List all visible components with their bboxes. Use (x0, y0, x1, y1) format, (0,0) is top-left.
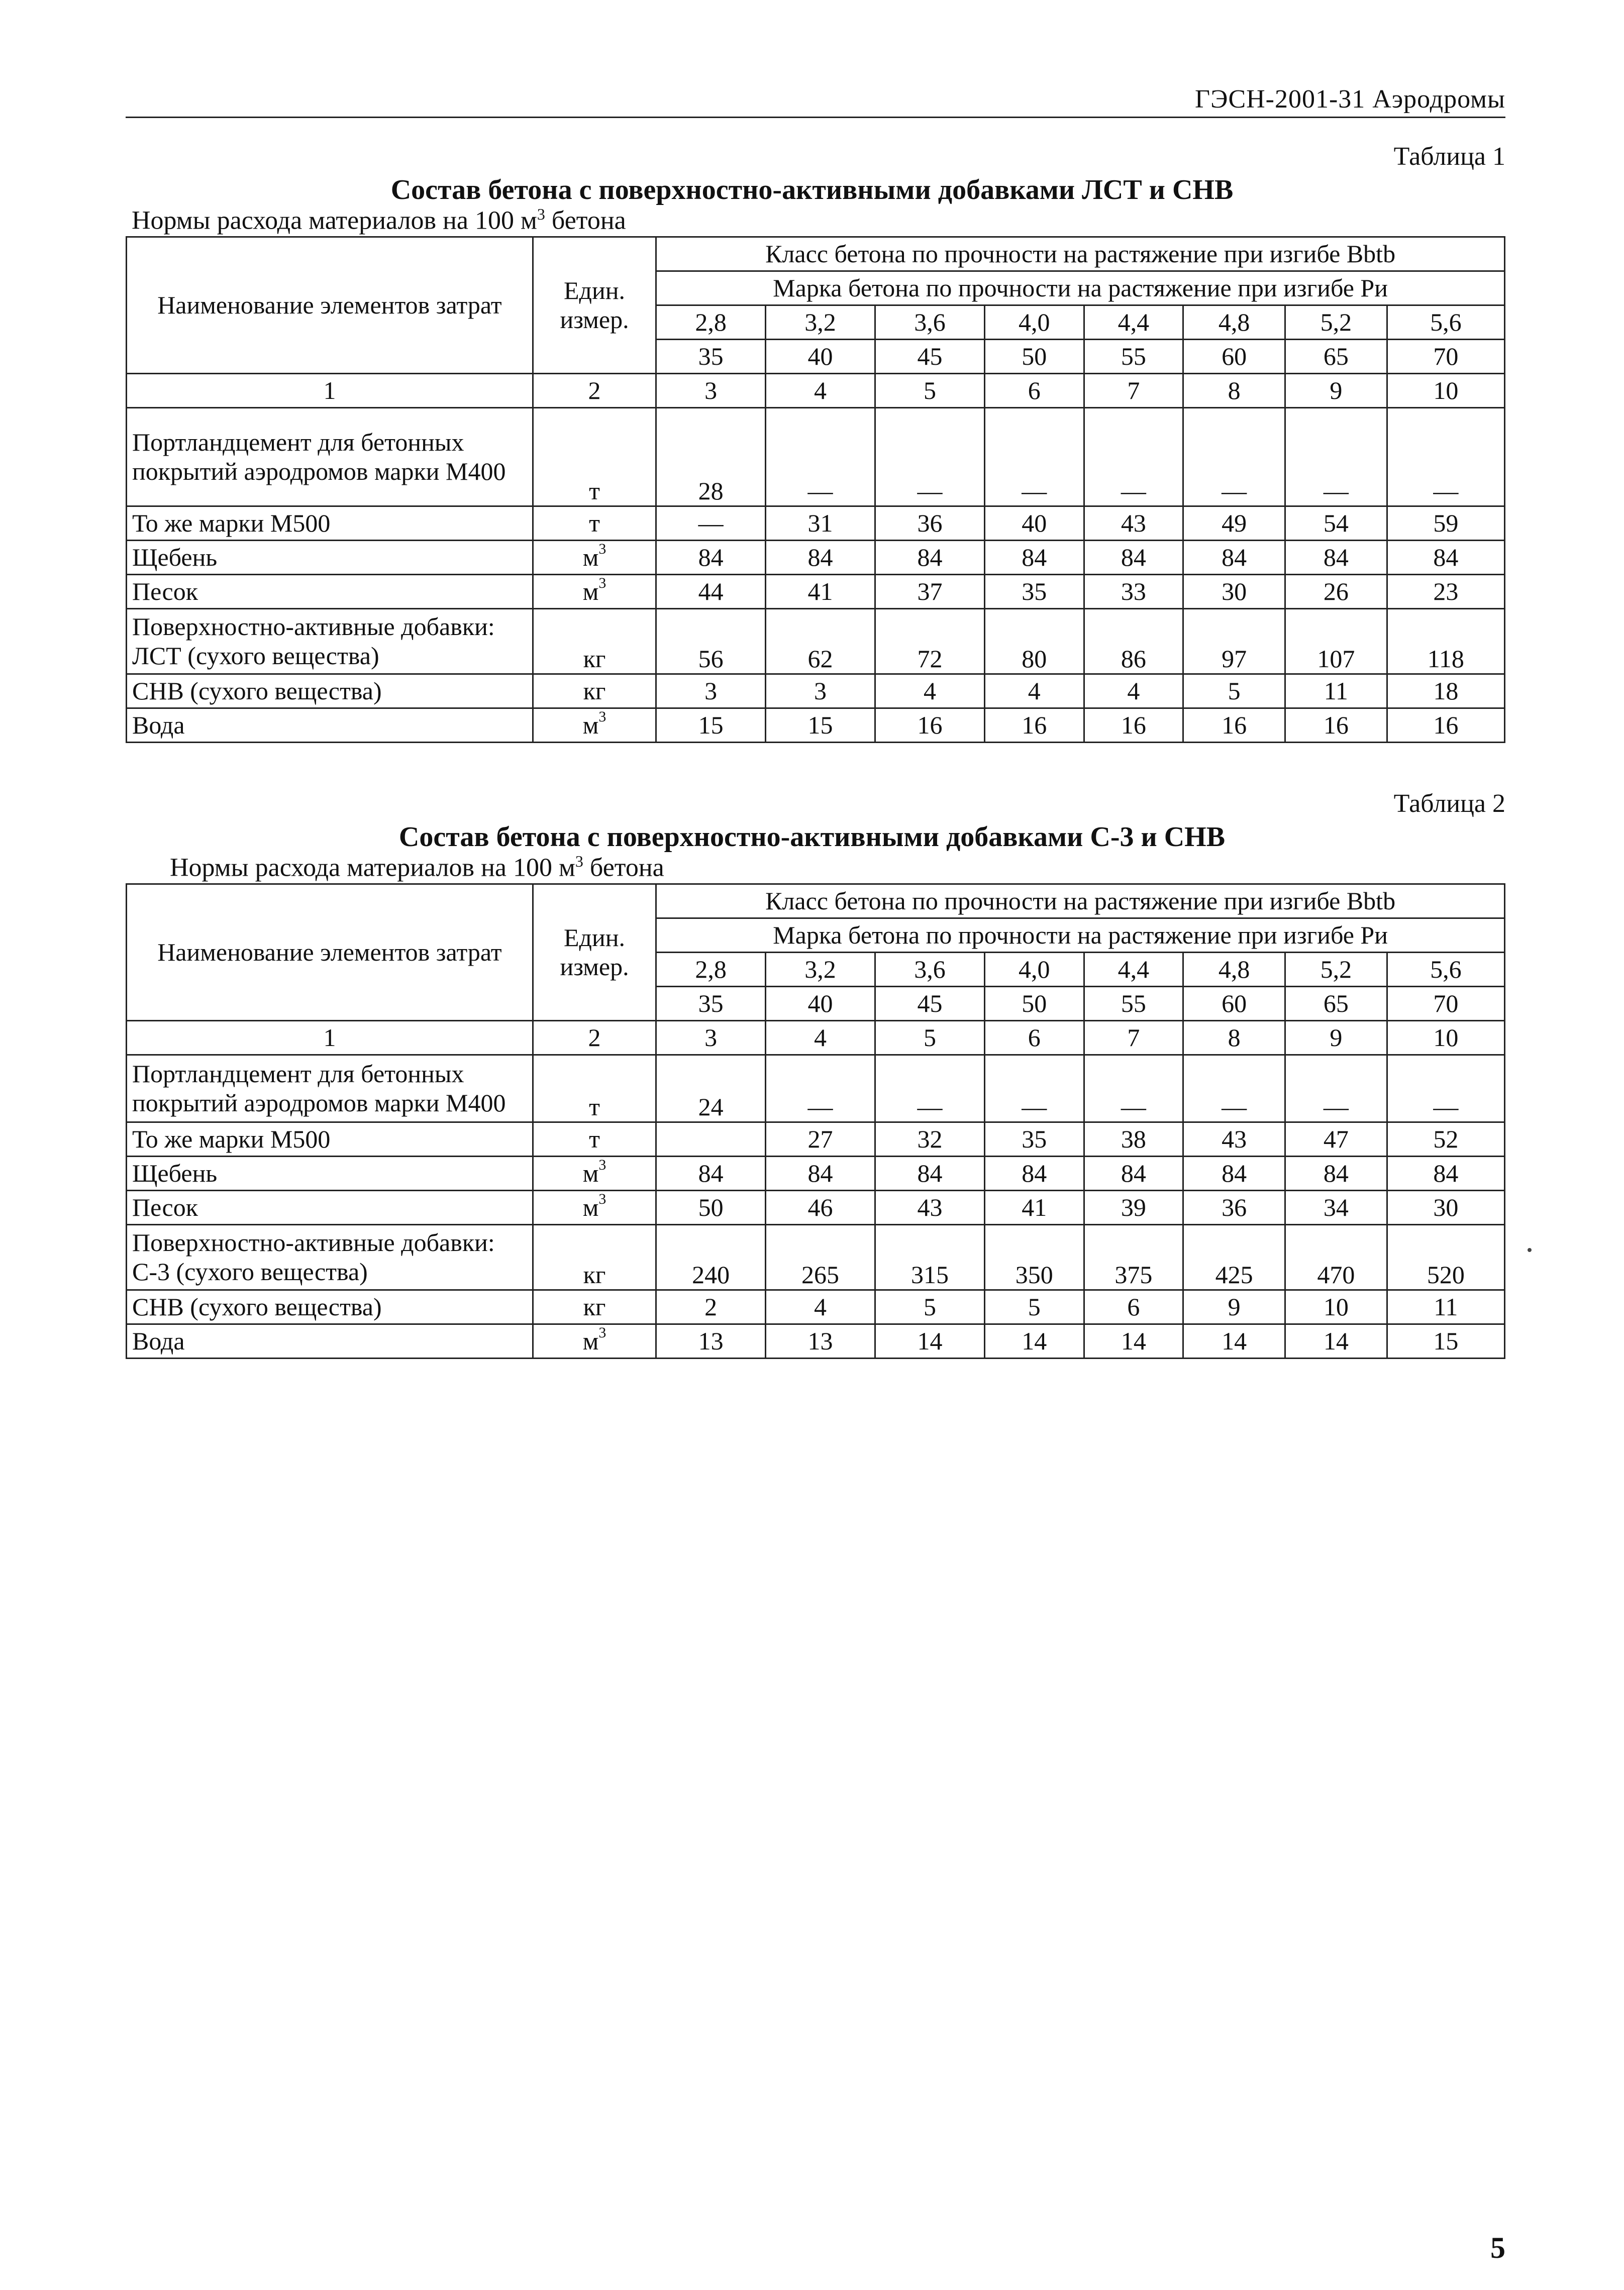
unit-text: т (589, 1124, 600, 1153)
table-title: Состав бетона с поверхностно-активными добавками ЛСТ и СНВ (390, 174, 1234, 205)
running-header: ГЭСН-2001-31 Аэродромы (1195, 85, 1505, 114)
value-cell: 15 (656, 708, 766, 743)
class-value-cell: 2,8 (656, 305, 766, 340)
value-cell: 11 (1285, 674, 1387, 708)
unit-exponent: 3 (598, 1324, 606, 1341)
value-cell: 315 (875, 1225, 985, 1290)
value-cell: — (1285, 408, 1387, 506)
class-value-cell: 3,6 (875, 305, 985, 340)
value-cell: 4 (984, 674, 1084, 708)
unit-exponent: 3 (598, 540, 606, 557)
value-cell: 5 (875, 1290, 985, 1324)
value-cell: 84 (1183, 1157, 1285, 1191)
column-number-cell: 2 (533, 1021, 656, 1055)
value-cell: — (1183, 1055, 1285, 1122)
value-cell: 84 (656, 1157, 766, 1191)
value-cell: 4 (1084, 674, 1183, 708)
table-number: Таблица 2 (1393, 789, 1505, 818)
table-row (127, 1324, 1505, 1359)
value-cell: 31 (766, 506, 875, 541)
unit-text: м (582, 710, 599, 739)
value-cell: 26 (1285, 575, 1387, 609)
header-grade-label: Марка бетона по прочности на растяжение при изгибе Ри (656, 271, 1505, 305)
value-cell: 16 (1084, 708, 1183, 743)
value-cell: — (1084, 1055, 1183, 1122)
value-cell: 14 (1084, 1324, 1183, 1359)
table-row (127, 1055, 1505, 1122)
value-cell: 13 (766, 1324, 875, 1359)
column-number-cell: 9 (1285, 374, 1387, 408)
value-cell: 56 (656, 609, 766, 674)
value-cell: 3 (656, 674, 766, 708)
row-name-cell: СНВ (сухого вещества) (127, 1290, 533, 1324)
value-cell: 13 (656, 1324, 766, 1359)
unit-text: кг (583, 644, 606, 673)
column-number-cell: 10 (1387, 1021, 1504, 1055)
grade-value-cell: 70 (1387, 987, 1504, 1021)
column-number-cell: 6 (984, 1021, 1084, 1055)
value-cell: 240 (656, 1225, 766, 1290)
grade-value-cell: 40 (766, 987, 875, 1021)
row-unit-cell (533, 1055, 656, 1122)
row-name-cell: Портландцемент для бетонных покрытий аэродромов марки М400 (127, 408, 533, 506)
unit-text: м (582, 1193, 599, 1221)
value-cell: 36 (1183, 1191, 1285, 1225)
value-cell: — (1084, 408, 1183, 506)
value-cell: 84 (984, 541, 1084, 575)
table-subtitle: Нормы расхода материалов на 100 $м^3$ бетона (170, 852, 664, 882)
unit-text: кг (583, 1292, 606, 1321)
value-cell: 84 (1183, 541, 1285, 575)
table-row (127, 1191, 1505, 1225)
class-value-cell: 3,2 (766, 305, 875, 340)
column-number-cell: 1 (127, 1021, 533, 1055)
value-cell: 24 (656, 1055, 766, 1122)
value-cell: 11 (1387, 1290, 1504, 1324)
value-cell: 30 (1183, 575, 1285, 609)
table-row (127, 1122, 1505, 1157)
value-cell: 4 (875, 674, 985, 708)
table-row (127, 1225, 1505, 1290)
row-name-cell: Портландцемент для бетонных покрытий аэродромов марки М400 (127, 1055, 533, 1122)
value-cell: 32 (875, 1122, 985, 1157)
grade-value-cell: 45 (875, 987, 985, 1021)
row-unit-cell (533, 1290, 656, 1324)
value-cell: 43 (875, 1191, 985, 1225)
table-row (127, 708, 1505, 743)
value-cell: 35 (984, 1122, 1084, 1157)
value-cell: 59 (1387, 506, 1504, 541)
unit-text: м (582, 543, 599, 571)
value-cell: 72 (875, 609, 985, 674)
row-name-cell: Песок (127, 1191, 533, 1225)
value-cell: 38 (1084, 1122, 1183, 1157)
header-grade-label: Марка бетона по прочности на растяжение при изгибе Ри (656, 918, 1505, 953)
value-cell: 49 (1183, 506, 1285, 541)
table-title: Состав бетона с поверхностно-активными добавками С-3 и СНВ (398, 821, 1226, 853)
value-cell: 425 (1183, 1225, 1285, 1290)
unit-exponent: 3 (598, 1156, 606, 1173)
value-cell: 16 (1387, 708, 1504, 743)
value-cell: 470 (1285, 1225, 1387, 1290)
value-cell: 4 (766, 1290, 875, 1324)
table-number: Таблица 1 (1393, 142, 1505, 171)
value-cell: 14 (1183, 1324, 1285, 1359)
grade-value-cell: 60 (1183, 987, 1285, 1021)
class-value-cell: 5,6 (1387, 305, 1504, 340)
scan-speck (1528, 1248, 1532, 1252)
column-number-cell: 8 (1183, 374, 1285, 408)
row-unit-cell (533, 674, 656, 708)
table-row (127, 609, 1505, 674)
unit-exponent: 3 (598, 574, 606, 591)
row-unit-cell (533, 506, 656, 541)
value-cell: — (1387, 1055, 1504, 1122)
unit-text: кг (583, 1260, 606, 1289)
column-number-cell: 2 (533, 374, 656, 408)
column-number-cell: 3 (656, 374, 766, 408)
value-cell: 84 (766, 541, 875, 575)
column-number-cell: 7 (1084, 1021, 1183, 1055)
value-cell: 27 (766, 1122, 875, 1157)
value-cell: 16 (1183, 708, 1285, 743)
value-cell: 10 (1285, 1290, 1387, 1324)
value-cell: 23 (1387, 575, 1504, 609)
table-row (127, 575, 1505, 609)
value-cell: 34 (1285, 1191, 1387, 1225)
column-number-cell: 9 (1285, 1021, 1387, 1055)
table-row (127, 674, 1505, 708)
class-value-cell: 4,8 (1183, 305, 1285, 340)
value-cell: 16 (1285, 708, 1387, 743)
row-unit-cell (533, 1324, 656, 1359)
value-cell: 35 (984, 575, 1084, 609)
value-cell: 118 (1387, 609, 1504, 674)
class-value-cell: 2,8 (656, 953, 766, 987)
value-cell: 14 (1285, 1324, 1387, 1359)
value-cell: 84 (766, 1157, 875, 1191)
grade-value-cell: 55 (1084, 987, 1183, 1021)
header-name-cell: Наименование элементов затрат (127, 237, 533, 374)
grade-value-cell: 35 (656, 987, 766, 1021)
class-value-cell: 4,0 (984, 305, 1084, 340)
value-cell: 86 (1084, 609, 1183, 674)
header-unit-cell: Един. измер. (533, 884, 656, 1021)
value-cell: 5 (984, 1290, 1084, 1324)
grade-value-cell: 40 (766, 340, 875, 374)
row-name-cell: Поверхностно-активные добавки: С-3 (сухого вещества) (127, 1225, 533, 1290)
value-cell: 43 (1084, 506, 1183, 541)
value-cell: 14 (875, 1324, 985, 1359)
column-number-cell: 3 (656, 1021, 766, 1055)
value-cell: 15 (766, 708, 875, 743)
unit-text: м (582, 1326, 599, 1355)
row-name-cell: Вода (127, 708, 533, 743)
value-cell: — (766, 408, 875, 506)
row-name-cell: Щебень (127, 1157, 533, 1191)
value-cell: 84 (1084, 1157, 1183, 1191)
grade-value-cell: 60 (1183, 340, 1285, 374)
row-unit-cell (533, 541, 656, 575)
table-row (127, 506, 1505, 541)
value-cell: 30 (1387, 1191, 1504, 1225)
value-cell: 6 (1084, 1290, 1183, 1324)
value-cell: — (1387, 408, 1504, 506)
value-cell: 84 (875, 541, 985, 575)
unit-text: т (589, 1092, 600, 1121)
value-cell: 84 (1285, 541, 1387, 575)
value-cell: 39 (1084, 1191, 1183, 1225)
value-cell: 84 (1084, 541, 1183, 575)
class-value-cell: 5,2 (1285, 305, 1387, 340)
value-cell: 18 (1387, 674, 1504, 708)
value-cell: — (1285, 1055, 1387, 1122)
value-cell: 80 (984, 609, 1084, 674)
unit-exponent: 3 (598, 1190, 606, 1207)
unit-text: кг (583, 676, 606, 705)
class-value-cell: 4,8 (1183, 953, 1285, 987)
grade-value-cell: 55 (1084, 340, 1183, 374)
column-number-cell: 7 (1084, 374, 1183, 408)
value-cell: 375 (1084, 1225, 1183, 1290)
value-cell: 54 (1285, 506, 1387, 541)
column-number-cell: 4 (766, 1021, 875, 1055)
class-value-cell: 4,4 (1084, 305, 1183, 340)
value-cell: 9 (1183, 1290, 1285, 1324)
value-cell: 47 (1285, 1122, 1387, 1157)
value-cell: — (875, 408, 985, 506)
table-row (127, 1290, 1505, 1324)
value-cell: 16 (875, 708, 985, 743)
class-value-cell: 5,2 (1285, 953, 1387, 987)
row-unit-cell (533, 1157, 656, 1191)
value-cell: 350 (984, 1225, 1084, 1290)
value-cell: — (875, 1055, 985, 1122)
unit-exponent: 3 (598, 708, 606, 725)
class-value-cell: 3,2 (766, 953, 875, 987)
value-cell: 84 (875, 1157, 985, 1191)
value-cell: 84 (1387, 541, 1504, 575)
column-number-cell: 1 (127, 374, 533, 408)
value-cell: 97 (1183, 609, 1285, 674)
value-cell: 52 (1387, 1122, 1504, 1157)
column-number-cell: 8 (1183, 1021, 1285, 1055)
value-cell: 44 (656, 575, 766, 609)
value-cell: 84 (984, 1157, 1084, 1191)
row-unit-cell (533, 609, 656, 674)
value-cell: 28 (656, 408, 766, 506)
value-cell: — (984, 1055, 1084, 1122)
value-cell: 46 (766, 1191, 875, 1225)
class-value-cell: 3,6 (875, 953, 985, 987)
row-unit-cell (533, 1191, 656, 1225)
column-number-cell: 5 (875, 1021, 985, 1055)
row-name-cell: Щебень (127, 541, 533, 575)
value-cell: 3 (766, 674, 875, 708)
unit-text: м (582, 1159, 599, 1187)
value-cell: 37 (875, 575, 985, 609)
value-cell: — (766, 1055, 875, 1122)
header-rule (126, 117, 1505, 118)
value-cell: 14 (984, 1324, 1084, 1359)
value-cell: 50 (656, 1191, 766, 1225)
value-cell: 62 (766, 609, 875, 674)
value-cell: 84 (656, 541, 766, 575)
norms-table-1 (126, 236, 1505, 743)
row-name-cell: Поверхностно-активные добавки: ЛСТ (сухого вещества) (127, 609, 533, 674)
class-value-cell: 4,0 (984, 953, 1084, 987)
table-subtitle: Нормы расхода материалов на 100 $м^3$ бетона (132, 205, 626, 235)
value-cell: 520 (1387, 1225, 1504, 1290)
column-number-cell: 6 (984, 374, 1084, 408)
value-cell: 43 (1183, 1122, 1285, 1157)
value-cell: 33 (1084, 575, 1183, 609)
table-row (127, 408, 1505, 506)
grade-value-cell: 65 (1285, 340, 1387, 374)
column-number-cell: 10 (1387, 374, 1504, 408)
grade-value-cell: 70 (1387, 340, 1504, 374)
row-unit-cell (533, 708, 656, 743)
value-cell: 84 (1285, 1157, 1387, 1191)
row-unit-cell (533, 408, 656, 506)
value-cell: — (1183, 408, 1285, 506)
page-number: 5 (1490, 2231, 1505, 2264)
value-cell (656, 1122, 766, 1157)
value-cell: 16 (984, 708, 1084, 743)
norms-table-2 (126, 883, 1505, 1359)
column-number-cell: 4 (766, 374, 875, 408)
row-name-cell: Песок (127, 575, 533, 609)
unit-text: м (582, 577, 599, 605)
header-class-label: Класс бетона по прочности на растяжение при изгибе Bbtb (656, 884, 1505, 918)
value-cell: 36 (875, 506, 985, 541)
value-cell: 2 (656, 1290, 766, 1324)
value-cell: 265 (766, 1225, 875, 1290)
column-number-cell: 5 (875, 374, 985, 408)
value-cell: 107 (1285, 609, 1387, 674)
value-cell: 41 (984, 1191, 1084, 1225)
header-unit-cell: Един. измер. (533, 237, 656, 374)
row-name-cell: Вода (127, 1324, 533, 1359)
header-name-cell: Наименование элементов затрат (127, 884, 533, 1021)
row-name-cell: СНВ (сухого вещества) (127, 674, 533, 708)
row-name-cell: То же марки М500 (127, 1122, 533, 1157)
header-class-label: Класс бетона по прочности на растяжение при изгибе Bbtb (656, 237, 1505, 271)
value-cell: 41 (766, 575, 875, 609)
class-value-cell: 4,4 (1084, 953, 1183, 987)
value-cell: 5 (1183, 674, 1285, 708)
row-name-cell: То же марки М500 (127, 506, 533, 541)
value-cell: 15 (1387, 1324, 1504, 1359)
grade-value-cell: 65 (1285, 987, 1387, 1021)
value-cell: — (984, 408, 1084, 506)
grade-value-cell: 50 (984, 987, 1084, 1021)
value-cell: 84 (1387, 1157, 1504, 1191)
grade-value-cell: 45 (875, 340, 985, 374)
grade-value-cell: 50 (984, 340, 1084, 374)
row-unit-cell (533, 1122, 656, 1157)
grade-value-cell: 35 (656, 340, 766, 374)
row-unit-cell (533, 575, 656, 609)
row-unit-cell (533, 1225, 656, 1290)
unit-text: т (589, 476, 600, 505)
table-row (127, 541, 1505, 575)
value-cell: — (656, 506, 766, 541)
unit-text: т (589, 508, 600, 537)
table-row (127, 1157, 1505, 1191)
value-cell: 40 (984, 506, 1084, 541)
class-value-cell: 5,6 (1387, 953, 1504, 987)
